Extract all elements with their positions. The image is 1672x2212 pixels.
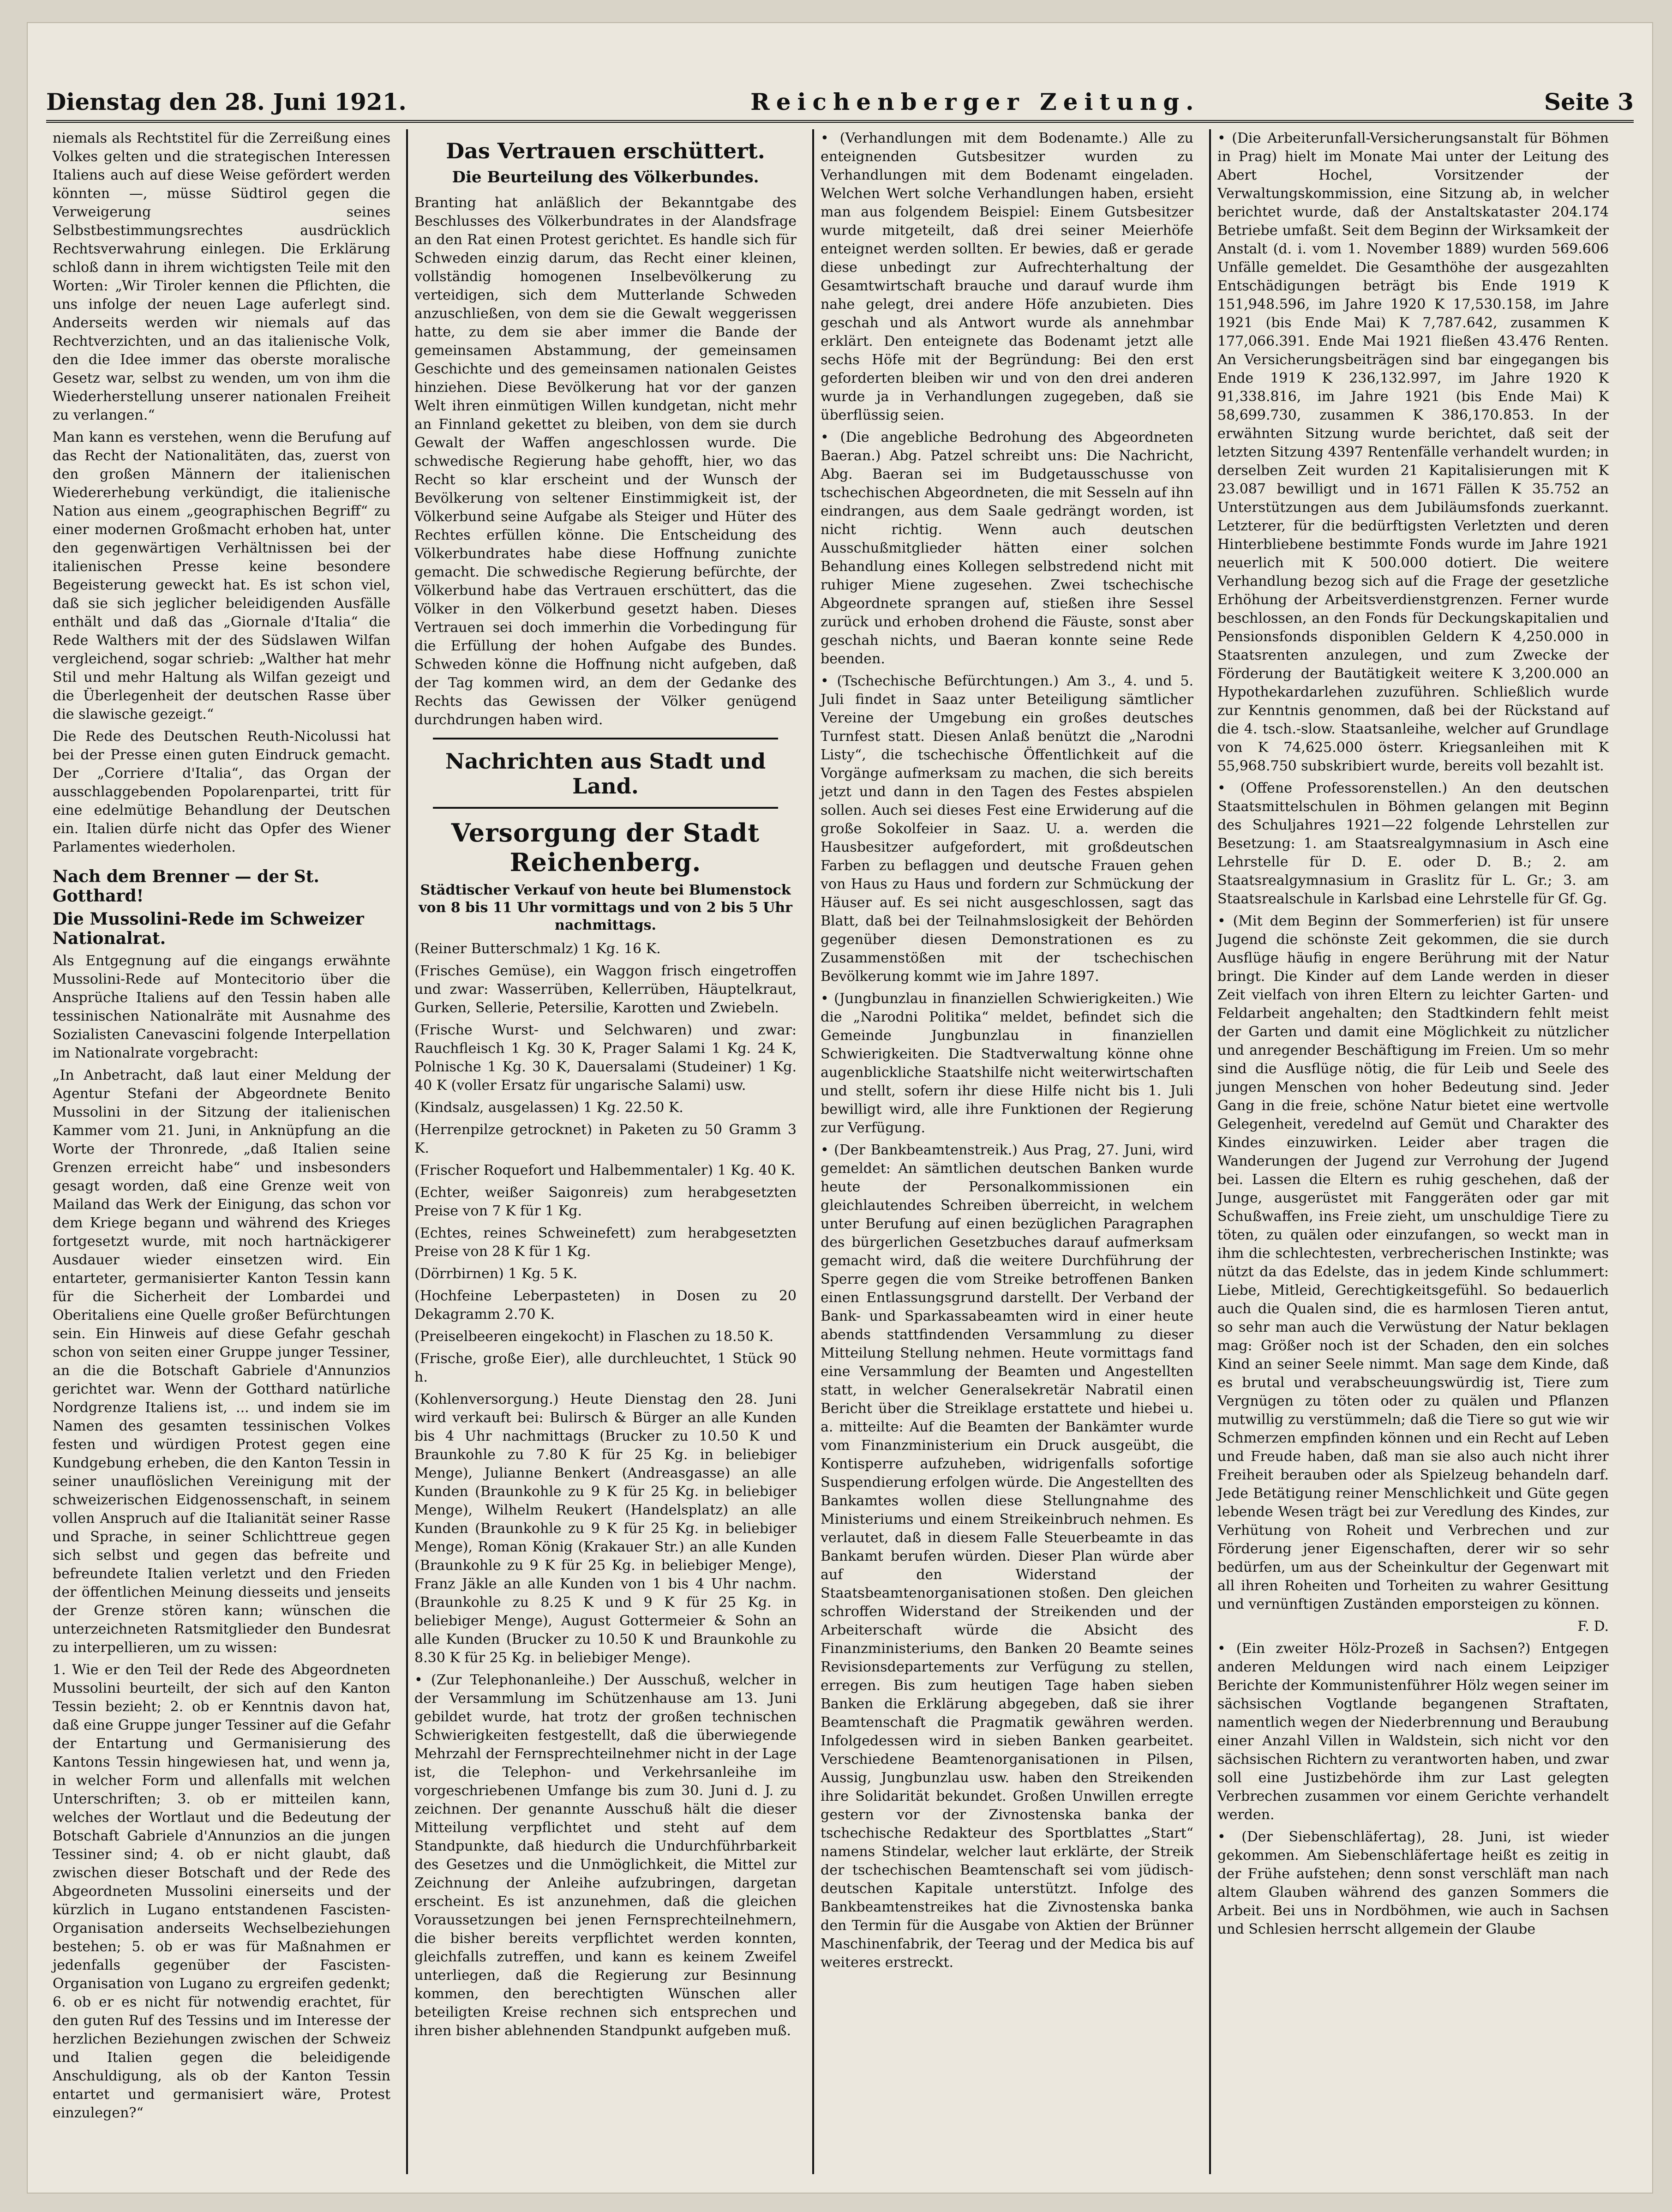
article-paragraph: „In Anbetracht, daß laut einer Meldung der Agentur Stefani der Abgeordnete Benito Mussolini in der Sitzung der italienischen Kammer vom 21. Juni, in Anknüpfung an die Worte der Thronrede, „daß Italien seine Grenzen erreicht habe“ und insbesonders gesagt worden, daß eine Grenze weit von Mailand das Werk der Einigung, das schon vor dem Kriege begann und während des Krieges fortgesetzt wurde, mit noch hartnäckigerer Ausdauer wieder einsetzen wird. Ein entarteter, germanisierter Kanton Tessin kann für die Sicherheit der Lombardei und Oberitaliens eine Quelle großer Befürchtungen sein. Ein Hinweis auf diese Gefahr geschah schon von seiten einer Gruppe junger Tessiner, an die die Botschaft Gabriele d'Annunzios gerichtet war. Wenn der Gotthard natürliche Nordgrenze Italiens ist, ... und indem sie im Namen des gesamten tessinischen Volkes festen und würdigen Protest gegen eine Kundgebung erheben, die den Kanton Tessin in seiner unauflöslichen Vereinigung mit der schweizerischen Eidgenossenschaft, in seinem vollen Anspruch auf die Italianität seiner Rasse und Sprache, in seiner Schlichttreue gegen sich selbst und gegen das befreite und befreundete Italien verletzt und den Frieden der öffentlichen Meinung diesseits und jenseits der Grenze stören kann; wünschen die unterzeichneten Ratsmitglieder den Bundesrat zu interpellieren, um zu wissen:: [53, 1067, 390, 1656]
list-item: (Preiselbeeren eingekocht) in Flaschen zu 18.50 K.: [414, 1328, 774, 1345]
article-paragraph: • (Jungbunzlau in finanziellen Schwierigkeiten.) Wie die „Narodni Politika“ meldet, befindet sich die Gemeinde Jungbunzlau in finanziellen Schwierigkeiten. Die Stadtverwaltung könne ohne augenblickliche Staatshilfe nicht weiterwirtschaften und stellt, sofern ihr diese Hilfe nicht bis 1. Juli bewilligt wird, alle ihre Funktionen der Regierung zur Verfügung.: [821, 991, 1193, 1136]
masthead-page-number: Seite 3: [1544, 88, 1634, 115]
article-paragraph: • (Die angebliche Bedrohung des Abgeordneten Baeran.) Abg. Patzel schreibt uns: Die Nachricht, Abg. Baeran sei im Budgetausschusse von tschechischen Abgeordneten, die mit Sesseln auf ihn eindrangen, aus dem Saale gedrängt worden, ist nicht richtig. Wenn auch deutschen Ausschußmitglieder hätten einer solchen Behandlung eines Kollegen selbstredend nicht mit ruhiger Miene zugesehen. Zwei tschechische Abgeordnete sprangen auf, stießen ihre Sessel zurück und erhoben drohend die Fäuste, sonst aber geschah nichts, und Baeran konnte seine Rede beenden.: [821, 429, 1193, 667]
list-item: (Frische Wurst- und Selchwaren) und zwar: Rauchfleisch 1 Kg. 30 K, Prager Salami 1 Kg. 24 K, Polnische 1 Kg. 30 K, Dauersalami (Studeiner) 1 Kg. 40 K (voller Ersatz für ungarische Salami) usw.: [414, 1022, 797, 1094]
article-paragraph: • (Die Arbeiterunfall-Versicherungsanstalt für Böhmen in Prag) hielt im Monate Mai unter der Leitung des Abert Hochel, Vorsitzender der Verwaltungskommission, eine Sitzung ab, in welcher berichtet wurde, daß der Anstaltskataster 204.174 Betriebe umfaßt. Seit dem Beginn der Wirksamkeit der Anstalt (d. i. vom 1. November 1889) wurden 569.606 Unfälle gemeldet. Die Gesamthöhe der ausgezahlten Entschädigungen beträgt bis Ende 1919 K 151,948.596, im Jahre 1920 K 17,530.158, im Jahre 1921 (bis Ende Mai) K 7,787.642, zusammen K 177,066.391. Ende Mai 1921 fließen 43.476 Renten. An Versicherungsbeiträgen sind bar eingegangen bis Ende 1919 K 236,132.997, im Jahre 1920 K 91,338.816, im Jahre 1921 (bis Ende Mai) K 58,699.730, zusammen K 386,170.853. In der erwähnten Sitzung wurde berichtet, daß seit der letzten Sitzung 4397 Rentenfälle verhandelt wurden; in derselben Zeit wurden 21 Kapitalisierungen mit K 23.087 bewilligt und in 1671 Fällen K 35.752 an Unterstützungen aus dem Jubiläumsfonds zuerkannt. Letzterer, für die bedürftigsten Verletzten und deren Hinterbliebene bestimmte Fonds wurde im Jahre 1921 neuerlich mit K 500.000 dotiert. Die weitere Verhandlung bezog sich auf die Frage der gesetzliche Erhöhung der Arbeitsverdienstgrenzen. Ferner wurde beschlossen, an den Fonds für Deckungskapitalien und Pensionsfonds disponiblen Geldern K 4,250.000 in Staatsrenten anzulegen, und zum Zwecke der Förderung der Bautätigkeit weitere K 3,200.000 an Hypothekardarlehen zuzuführen. Schließlich wurde zur Kenntnis genommen, daß bei der Rückstand auf die 4. tsch.-slow. Staatsanleihe, welcher auf Grundlage von K 74,625.000 österr. Kriegsanleihen mit K 55,968.750 subskribiert wurde, bereits voll bezahlt ist.: [1217, 130, 1609, 774]
article-heading: Nach dem Brenner — der St. Gotthard!: [53, 867, 319, 906]
article-paragraph: niemals als Rechtstitel für die Zerreißung eines Volkes gelten und die strategischen Interessen Italiens auch auf diese Weise gefördert werden könnten —, müsse Südtirol gegen die Verweigerung seines Selbstbestimmungsrechtes ausdrücklich Rechtsverwahrung einlegen. Die Erklärung schloß dann in ihrem wichtigsten Teile mit den Worten: „Wir Tiroler kennen die Pflichten, die uns infolge der neuen Lage auferlegt sind. Anderseits werden wir niemals auf das Rechtverzichten, und an das italienische Volk, den die Idee immer das oberste moralische Gesetz war, selbst zu wenden, um von ihm die Wiederherstellung unserer nationalen Freiheit zu verlangen.“: [53, 130, 390, 423]
article-subtitle: Städtischer Verkauf von heute bei Blumenstock von 8 bis 11 Uhr vormittags und von 2 bis 5 Uhr nachmittags.: [419, 882, 792, 933]
article-title: Versorgung der Stadt Reichenberg.: [451, 818, 760, 877]
list-item: (Frische, große Eier), alle durchleuchtet, 1 Stück 90 h.: [414, 1351, 797, 1385]
divider: [433, 738, 778, 739]
column-3: [812, 129, 1200, 2174]
article-paragraph: • (Zur Telephonanleihe.) Der Ausschuß, welcher in der Versammlung im Schützenhause am 13. Juni gebildet wurde, hat trotz der großen technischen Schwierigkeiten festgestellt, daß die überwiegende Mehrzahl der Fernsprechteilnehmer nicht in der Lage ist, die Telephon- und Verkehrsanleihe im vorgeschriebenen Umfange bis zum 30. Juni d. J. zu zeichnen. Der genannte Ausschuß hält die dieser Mitteilung verpflichtet und steht auf dem Standpunkte, daß hiedurch die Undurchführbarkeit des Gesetzes und die Unmöglichkeit, die Mittel zur Zeichnung der Anleihe aufzubringen, dargetan erscheint. Es ist anzunehmen, daß die gleichen Voraussetzungen bei jenen Fernsprechteilnehmern, die bisher bereits verpflichtet werden konnten, gleichfalls zutreffen, und kann es keinem Zweifel unterliegen, daß die Regierung zur Besinnung kommen, den berechtigten Wünschen aller beteiligten Kreise rechnen sich entsprechen und ihren bisher ablehnenden Standpunkt aufgeben muß.: [414, 1672, 797, 2039]
article-paragraph: Man kann es verstehen, wenn die Berufung auf das Recht der Nationalitäten, das, zuerst von den großen Männern der italienischen Wiedererhebung verkündigt, die italienische Nation aus einem „geographischen Begriff“ zu einer modernen Großmacht erhoben hat, unter den gegenwärtigen Verhältnissen bei der italienischen Presse keine besondere Begeisterung geweckt hat. Es ist schon viel, daß sie sich jeglicher beleidigenden Ausfälle enthält und daß das „Giornale d'Italia“ die Rede Walthers mit der des Südslawen Wilfan vergleichend, sogar schrieb: „Walther hat mehr Stil und mehr Haltung als Wilfan gezeigt und die Überlegenheit der deutschen Rasse über die slawische gezeigt.“: [53, 429, 390, 722]
list-item: (Herrenpilze getrocknet) in Paketen zu 50 Gramm 3 K.: [414, 1122, 797, 1156]
column-2: [406, 129, 803, 2174]
newspaper-page: [28, 23, 1652, 2193]
article-subtitle: Die Beurteilung des Völkerbundes.: [452, 168, 759, 186]
column-1: [46, 129, 397, 2174]
article-paragraph: • (Ein zweiter Hölz-Prozeß in Sachsen?) Entgegen anderen Meldungen wird nach einem Leipziger Berichte der Kommunistenführer Hölz wegen seiner im sächsischen Vogtlande begangenen Straftaten, namentlich wegen der Niederbrennung und Beraubung einer Anzahl Villen in Waldstein, sich nicht vor den sächsischen Richtern zu verantworten haben, und zwar soll eine Justizbehörde ihm zur Last gelegten Verbrechen zusammen vor einem Gerichte verhandelt werden.: [1217, 1641, 1609, 1823]
list-item: (Frisches Gemüse), ein Waggon frisch eingetroffen und zwar: Wasserrüben, Kellerrüben, Häuptelkraut, Gurken, Sellerie, Petersilie, Karotten und Zwiebeln.: [414, 963, 797, 1016]
column-4: [1209, 129, 1615, 2174]
masthead-title: Reichenberger Zeitung.: [750, 88, 1200, 115]
masthead-date: Dienstag den 28. Juni 1921.: [46, 88, 407, 115]
article-paragraph: Als Entgegnung auf die eingangs erwähnte Mussolini-Rede auf Montecitorio über die Ansprüche Italiens auf den Tessin haben alle tessinischen Nationalräte mit Ausnahme des Sozialisten Canevascini folgende Interpellation im Nationalrate vorgebracht:: [53, 953, 390, 1061]
article-paragraph: (Kohlenversorgung.) Heute Dienstag den 28. Juni wird verkauft bei: Bulirsch & Bürger an alle Kunden bis 4 Uhr nachmittags (Brucker zu 10.50 K und Braunkohle zu 7.80 K für 25 Kg. in beliebiger Menge), Julianne Benkert (Andreasgasse) an alle Kunden (Braunkohle zu 9 K für 25 Kg. in beliebiger Menge), Wilhelm Reukert (Handelsplatz) an alle Kunden (Braunkohle zu 9 K für 25 Kg. in beliebiger Menge), Roman König (Krakauer Str.) an alle Kunden (Braunkohle zu 9 K für 25 Kg. in beliebiger Menge), Franz Jäkle an alle Kunden von 1 bis 4 Uhr nachm. (Braunkohle zu 8.25 K und 9 K für 25 Kg. in beliebiger Menge), August Gottermeier & Sohn an alle Kunden (Brucker zu 10.50 K und Braunkohle zu 8.30 K für 25 Kg. in beliebiger Menge).: [414, 1391, 797, 1666]
article-paragraph: Die Rede des Deutschen Reuth-Nicolussi hat bei der Presse einen guten Eindruck gemacht. Der „Corriere d'Italia“, das Organ der ausschlaggebenden Popolarenpartei, tritt für eine edelmütige Behandlung der Deutschen ein. Italien dürfe nicht das Opfer des Wiener Parlamentes wiederholen.: [53, 728, 390, 855]
list-item: (Frischer Roquefort und Halbemmentaler) 1 Kg. 40 K.: [414, 1162, 796, 1178]
masthead: [46, 78, 1634, 123]
article-paragraph: Branting hat anläßlich der Bekanntgabe des Beschlusses des Völkerbundrates in der Alandsfrage an den Rat einen Protest gerichtet. Es handle sich für Schweden einzig darum, das Recht einer kleinen, vollständig homogenen Inselbevölkerung zu verteidigen, sich dem Mutterlande Schweden anzuschließen, von dem sie die Gewalt weggerissen hatte, zu dem sie aber immer die Bande der gemeinsamen Abstammung, der gemeinsamen Geschichte und des gemeinsamen nationalen Geistes hinziehen. Diese Bevölkerung hat vor der ganzen Welt ihren einmütigen Willen kundgetan, nicht mehr an Finnland gekettet zu bleiben, von dem sie durch Gewalt der Waffen angeschlossen wurde. Die schwedische Regierung habe gehofft, hier, wo das Recht so klar erscheint und der Wunsch der Bevölkerung von seltener Einstimmigkeit ist, der Völkerbund seine Aufgabe als Steiger und Hüter des Rechtes erfüllen könne. Die Entscheidung des Völkerbundrates habe diese Hoffnung zunichte gemacht. Die schwedische Regierung befürchte, der Völkerbund habe das Vertrauen erschüttert, das die Völker in den Völkerbund gesetzt haben. Dieses Vertrauen sei doch immerhin die Vorbedingung für die Erfüllung der hohen Aufgabe des Bundes. Schweden könne die Hoffnung nicht aufgeben, daß der Tag kommen wird, an dem der Gedanke des Rechts das Gewissen der Völker genügend durchdrungen haben wird.: [414, 195, 797, 728]
article-signature: F. D.: [1577, 1618, 1609, 1635]
article-paragraph: • (Der Siebenschläfertag), 28. Juni, ist wieder gekommen. Am Siebenschläfertage heißt es zeitig in der Frühe aufstehen; denn sonst verschläft man nach altem Glauben während des ganzen Sommers die Arbeit. Bei uns in Nordböhmen, wie auch in Sachsen und Schlesien herrscht allgemein der Glaube: [1217, 1829, 1609, 1937]
divider: [433, 807, 778, 809]
list-item: (Dörrbirnen) 1 Kg. 5 K.: [414, 1266, 578, 1282]
article-subheading: Die Mussolini-Rede im Schweizer Nationalrat.: [53, 909, 364, 948]
article-paragraph: 1. Wie er den Teil der Rede des Abgeordneten Mussolini beurteilt, der sich auf den Kanton Tessin bezieht; 2. ob er Kenntnis davon hat, daß eine Gruppe junger Tessiner auf die Gefahr der Entartung und Germanisierung des Kantons Tessin hingewiesen hat, und wenn ja, in welcher Form und allenfalls mit welchen Unterschriften; 3. ob er mitteilen kann, welches der Wortlaut und die Bedeutung der Botschaft Gabriele d'Annunzios an die jungen Tessiner sind; 4. ob er nicht glaubt, daß zwischen dieser Botschaft und der Rede des Abgeordneten Mussolini einerseits und der kürzlich in Lugano entstandenen Fascisten-Organisation anderseits Wechselbeziehungen bestehen; 5. ob er was für Maßnahmen er jedenfalls gegenüber der Fascisten-Organisation von Lugano zu ergreifen gedenkt; 6. ob er es nicht für notwendig erachtet, für den guten Ruf des Tessins und im Interesse der herzlichen Beziehungen zwischen der Schweiz und Italien gegen die beleidigende Anschuldigung, als ob der Kanton Tessin entartet und germanisiert wäre, Protest einzulegen?“: [53, 1662, 390, 2121]
list-item: (Hochfeine Leberpasteten) in Dosen zu 20 Dekagramm 2.70 K.: [414, 1288, 797, 1322]
list-item: (Echtes, reines Schweinefett) zum herabgesetzten Preise von 28 K für 1 Kg.: [414, 1225, 797, 1260]
article-title: Das Vertrauen erschüttert.: [446, 138, 765, 163]
article-paragraph: • (Offene Professorenstellen.) An den deutschen Staatsmittelschulen in Böhmen gelangen mit Beginn des Schuljahres 1921—22 folgende Lehrstellen zur Besetzung: 1. am Staatsrealgymnasium in Asch eine Lehrstelle für D. E. oder D. B.; 2. am Staatsrealgymnasium in Graslitz für L. Gr.; 3. am Staatsrealschule in Karlsbad eine Lehrstelle für Gf. Gg.: [1217, 780, 1609, 907]
columns: [46, 129, 1634, 2174]
article-paragraph: • (Der Bankbeamtenstreik.) Aus Prag, 27. Juni, wird gemeldet: An sämtlichen deutschen Banken wurde heute der Personalkommissionen ein gleichlautendes Schreiben überreicht, in welchem unter Berufung auf einen bezüglichen Paragraphen des bürgerlichen Gesetzbuches darauf aufmerksam gemacht wird, daß die weitere Durchführung der Sperre gegen die vom Streike betroffenen Banken einen Entlassungsgrund darstellt. Der Verband der Bank- und Sparkassabeamten wird in einer heute abends stattfindenden Versammlung zu dieser Mitteilung Stellung nehmen. Heute vormittags fand eine Versammlung der Beamten und Angestellten statt, in welcher Generalsekretär Nabratil einen Bericht über die Streiklage erstattete und hiebei u. a. mitteilte: Auf die Beamten der Bankämter wurde vom Finanzministerium ein Druck ausgeübt, die Kontisperre aufzuheben, widrigenfalls sofortige Suspendierung erfolgen würde. Die Angestellten des Bankamtes wollen diese Stellungnahme des Ministeriums und einem Streikeinbruch nehmen. Es verlautet, daß in diesem Falle Steuerbeamte in das Bankamt berufen würden. Dieser Plan würde aber auf den Widerstand der Staatsbeamtenorganisationen stoßen. Den gleichen schroffen Widerstand der Streikenden und der Arbeiterschaft würde die Absicht des Finanzministeriums, den Banken 20 Beamte seines Revisionsdepartements zur Verfügung zu stellen, erregen. Bis zum heutigen Tage haben sieben Banken die Erklärung abgegeben, daß sie ihrer Beamtenschaft die Pragmatik gewähren werden. Infolgedessen wird in sieben Banken gearbeitet. Verschiedene Beamtenorganisationen in Pilsen, Aussig, Jungbunzlau usw. haben den Streikenden ihre Solidarität bekundet. Großen Unwillen erregte gestern vor der Zivnostenska banka der tschechische Redakteur des Sportblattes „Start“ namens Stindelar, welcher laut erklärte, der Streik der tschechischen Beamtenschaft sei vom jüdisch-deutschen Kapitale unterstützt. Infolge des Bankbeamtenstreikes hat die Zivnostenska banka den Termin für die Ausgabe von Aktien der Brünner Maschinenfabrik, der Teerag und der Medica bis auf weiteres erstreckt.: [821, 1142, 1193, 1971]
list-item: (Kindsalz, ausgelassen) 1 Kg. 22.50 K.: [414, 1100, 683, 1116]
article-paragraph: • (Mit dem Beginn der Sommerferien) ist für unsere Jugend die schönste Zeit gekommen, die sie durch Ausflüge häufig in engere Berührung mit der Natur bringt. Die Kinder auf dem Lande werden in dieser Zeit vielfach von ihren Eltern zu leichter Garten- und Feldarbeit angehalten; den Stadtkindern fehlt meist der Garten und damit eine Möglichkeit zu nützlicher und anregender Beschäftigung im Freien. Um so mehr sind die Ausflüge nötig, die für Leib und Seele des jungen Menschen von hoher Bedeutung sind. Jeder Gang in die freie, schöne Natur bietet eine wertvolle Gelegenheit, veredelnd auf Gemüt und Charakter des Kindes einzuwirken. Leider aber tragen die Wanderungen der Jugend zur Verrohung der Jugend bei. Lassen die Eltern es ruhig geschehen, daß der Junge, ausgerüstet mit Fanggeräten oder gar mit Schußwaffen, ins Freie zieht, um unschuldige Tiere zu töten, zu quälen oder einzufangen, so weckt man in ihm die schlechtesten, verbrecherischen Instinkte; was nützt da das Edelste, das in jedem Kinde schlummert: Liebe, Mitleid, Gerechtigkeitsgefühl. So bedauerlich auch die Qualen sind, die es harmlosen Tieren antut, so sehr man auch die Verwüstung der Natur beklagen mag: Größer noch ist der Schaden, den ein solches Kind an seiner Seele nimmt. Man sage dem Kinde, daß es brutal und verabscheuungswürdig ist, Tiere zum Vergnügen zu töten oder zu quälen und Pflanzen mutwillig zu verstümmeln; daß die Tiere so gut wie wir Schmerzen empfinden können und ein Recht auf Leben und Freude haben, daß man sie also auch nicht ihrer Freiheit berauben oder als Spielzeug behandeln darf. Jede Betätigung reiner Menschlichkeit und Güte gegen lebende Wesen trägt bei zur Veredlung des Kindes, zur Verhütung von Roheit und Verbrechen und zur Förderung jener Eigenschaften, derer wir so sehr bedürfen, um aus der Scheinkultur der Gegenwart mit all ihren Roheiten und Torheiten zu wahrer Gesittung und vernünftigen Zuständen emporsteigen zu können.: [1217, 913, 1609, 1612]
section-heading: Nachrichten aus Stadt und Land.: [445, 749, 766, 799]
list-item: (Echter, weißer Saigonreis) zum herabgesetzten Preise von 7 K für 1 Kg.: [414, 1184, 797, 1219]
list-item: (Reiner Butterschmalz) 1 Kg. 16 K.: [414, 941, 661, 957]
article-paragraph: • (Verhandlungen mit dem Bodenamte.) Alle zu enteignenden Gutsbesitzer wurden zu Verhandlungen mit dem Bodenamt eingeladen. Welchen Wert solche Verhandlungen haben, ersieht man aus folgendem Beispiel: Einem Gutsbesitzer wurde mitgeteilt, daß drei seiner Meierhöfe enteignet werden sollten. Er bewies, daß er gerade diese unbedingt zur Aufrechterhaltung der Gesamtwirtschaft brauche und darauf wurde ihm nahe gelegt, drei andere Höfe anzubieten. Dies geschah und als Antwort wurde als annehmbar erklärt. Den enteignete das Bodenamt jetzt alle sechs Höfe mit der Begründung: Bei den erst geforderten bleiben wir und von den drei anderen wurde ja in Verhandlungen zugegeben, daß sie überflüssig seien.: [821, 130, 1193, 423]
article-paragraph: • (Tschechische Befürchtungen.) Am 3., 4. und 5. Juli findet in Saaz unter Beteiligung sämtlicher Vereine der Umgebung ein großes deutsches Turnfest statt. Diesen Anlaß benützt die „Narodni Listy“, die tschechische Öffentlichkeit auf die Vorgänge aufmerksam zu machen, die sich bereits jetzt und dann in den Tagen des Festes abspielen sollen. Auch sei dieses Fest eine Erwiderung auf die große Sokolfeier in Saaz. U. a. werden die Hausbesitzer aufgefordert, mit großdeutschen Farben zu beflaggen und deutsche Frauen gehen von Haus zu Haus und fordern zur Schmückung der Häuser auf. Es sei nicht ausgeschlossen, sagt das Blatt, daß bei der Teilnahmslosigkeit der Behörden gegenüber diesen Demonstrationen es zu Zusammenstößen mit der tschechischen Bevölkerung kommt wie im Jahre 1897.: [821, 673, 1193, 985]
